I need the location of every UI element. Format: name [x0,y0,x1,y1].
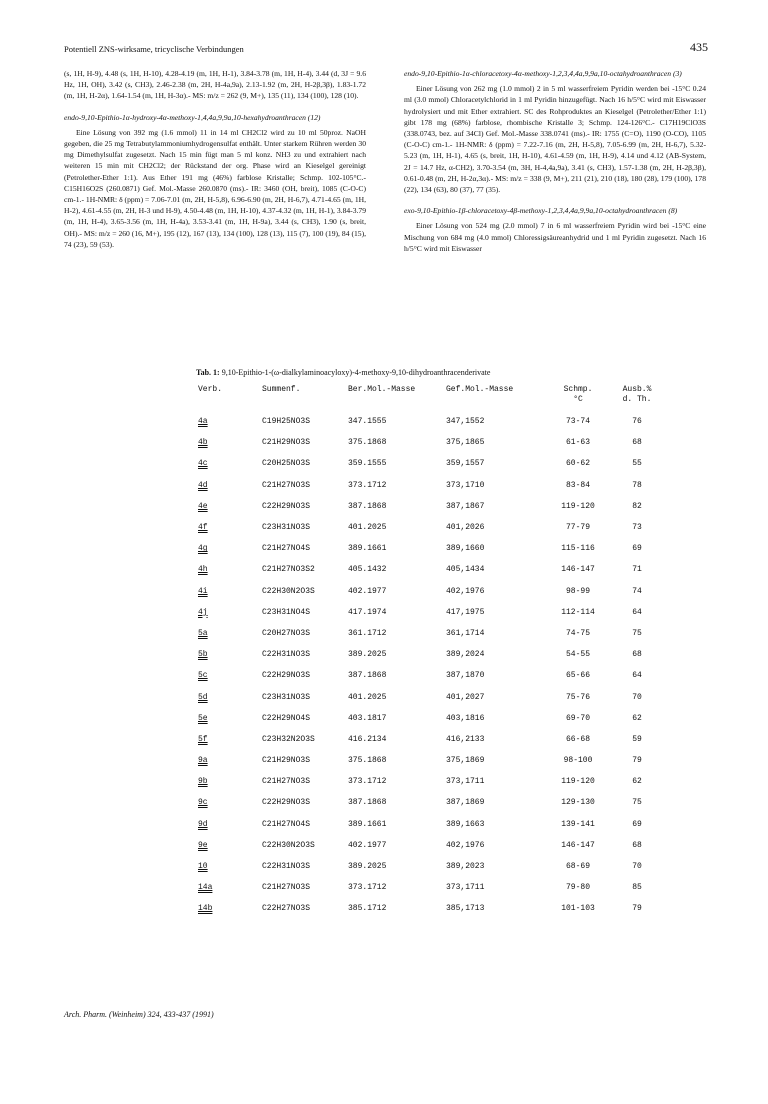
cell-formula: C21H27NO4S [262,544,311,554]
cell-found-mass: 389,1660 [446,544,485,554]
cell-melting-point: 66-68 [565,734,590,744]
table-row [190,496,690,517]
cell-calc-mass: 373.1712 [348,777,387,787]
cell-formula: C20H27NO3S [262,628,311,638]
cell-melting-point: 54-55 [565,650,590,660]
cell-melting-point: 112-114 [561,607,595,617]
paragraph: (s, 1H, H-9), 4.48 (s, 1H, H-10), 4.28-4.19 (m, 1H, H-1), 3.84-3.78 (m, 1H, H-4), 3.44 (d, 3J = 9.6 Hz, 1H, OH), 3.42 (s, CH3), 2.46-2.38 (m, 2H, H-4a,9a), 2.13-1.92 (m, 2H, H-2β,3β), 1.83-1.72 (m, 1H, H-2α), 1.64-1.54 (m, 1H, H-3α).- MS: m/z = 262 (9, M+), 135 (11), 134 (100), 128 (10). [64,69,366,101]
table-row [190,814,690,835]
cell-melting-point: 74-75 [565,628,590,638]
cell-verb: 14b [198,904,213,914]
cell-yield: 76 [632,417,642,427]
table-row [190,517,690,538]
cell-yield: 62 [632,777,642,787]
cell-yield: 85 [632,883,642,893]
cell-found-mass: 389,2024 [446,650,485,660]
cell-formula: C23H31NO3S [262,692,311,702]
cell-verb: 9d [198,819,208,829]
table-row [190,538,690,559]
cell-formula: C21H27NO4S [262,819,311,829]
data-table [190,368,690,920]
cell-calc-mass: 373.1712 [348,883,387,893]
cell-found-mass: 373,1711 [446,883,485,893]
cell-calc-mass: 387.1868 [348,671,387,681]
table-header-row [190,385,690,411]
cell-verb: 4i [198,586,208,596]
table-caption [196,368,690,377]
cell-formula: C22H29NO3S [262,798,311,808]
header-yield: Ausb.% d. Th. [622,385,652,404]
cell-formula: C21H27NO3S [262,883,311,893]
cell-calc-mass: 387.1868 [348,798,387,808]
cell-verb: 4a [198,417,208,427]
cell-formula: C22H31NO3S [262,650,311,660]
cell-formula: C23H32N2O3S [262,734,315,744]
cell-calc-mass: 389.2025 [348,862,387,872]
cell-verb: 4d [198,480,208,490]
cell-yield: 82 [632,501,642,511]
cell-yield: 68 [632,650,642,660]
cell-found-mass: 401,2026 [446,523,485,533]
cell-calc-mass: 347.1555 [348,417,387,427]
paragraph: Eine Lösung von 392 mg (1.6 mmol) 11 in 14 ml CH2Cl2 wird zu 10 ml 50proz. NaOH gegeben, die 25 mg Tetrabutylammoniumhydrogensulfat enthält. Unter starkem Rühren werden 30 mg Dimethylsulfat zugesetzt. Nach 15 min fügt man 5 ml konz. NH3 zu und extrahiert nach weiteren 15 min mit CH2Cl2; der Rückstand der org. Phase wird an Kieselgel gereinigt (Petrolether-Ether 1:1). Aus Ether 191 mg (46%) farblose Kristalle; Schmp. 102-105°C.- C15H16O2S (260.0871) Gef. Mol.-Masse 260.0870 (ms).- IR: 3460 (OH, breit), 1085 (C-O-C) cm-1.- 1H-NMR: δ (ppm) = 7.06-7.01 (m, 2H, H-5,8), 6.96-6.90 (m, 2H, H-6,7), 4.71-4.65 (m, 1H, H-2), 4.61-4.55 (m, 2H, H-3 und H-9), 4.50-4.48 (m, 1H, H-10), 4.37-4.32 (m, 1H, H-1), 3.84-3.79 (m, 1H, H-4), 3.65-3.56 (m, 1H, H-4a), 3.53-3.41 (m, 1H, H-9a), 3.44 (s, CH3), 1.90 (s, breit, OH).- MS: m/z = 260 (16, M+), 195 (12), 167 (13), 134 (100), 128 (13), 115 (7), 100 (19), 84 (15), 74 (23), 59 (53). [64,127,366,249]
table-row [190,856,690,877]
cell-yield: 55 [632,459,642,469]
cell-verb: 14a [198,883,213,893]
table-row [190,792,690,813]
cell-calc-mass: 389.1661 [348,544,387,554]
cell-found-mass: 373,1710 [446,480,485,490]
paragraph: Einer Lösung von 524 mg (2.0 mmol) 7 in 6 ml wasserfreiem Pyridin wird bei -15°C eine Mischung von 684 mg (4.0 mmol) Chloressigsäureanhydrid und 1 ml Pyridin zugesetzt. Nach 16 h/5°C wird mit Eiswasser [404,221,706,253]
cell-melting-point: 98-99 [565,586,590,596]
cell-formula: C19H25NO3S [262,417,311,427]
table-row [190,750,690,771]
header-melting-point: Schmp. °C [563,385,593,404]
cell-verb: 5a [198,628,208,638]
cell-found-mass: 401,2027 [446,692,485,702]
cell-formula: C20H25NO3S [262,459,311,469]
table-caption-text: 9,10-Epithio-1-(ω-dialkylaminoacyloxy)-4-methoxy-9,10-dihydroanthracenderivate [219,368,491,377]
cell-melting-point: 146-147 [561,840,595,850]
cell-verb: 4h [198,565,208,575]
table-row [190,877,690,898]
cell-calc-mass: 416.2134 [348,734,387,744]
cell-yield: 70 [632,862,642,872]
table-row [190,581,690,602]
cell-yield: 75 [632,628,642,638]
cell-verb: 4g [198,544,208,554]
cell-calc-mass: 389.2025 [348,650,387,660]
cell-formula: C21H27NO3S2 [262,565,315,575]
cell-formula: C22H29NO3S [262,501,311,511]
cell-formula: C22H31NO3S [262,862,311,872]
table-row [190,475,690,496]
table-row [190,453,690,474]
table-row [190,602,690,623]
cell-calc-mass: 385.1712 [348,904,387,914]
cell-found-mass: 389,2023 [446,862,485,872]
cell-verb: 9c [198,798,208,808]
cell-found-mass: 375,1869 [446,756,485,766]
cell-found-mass: 387,1870 [446,671,485,681]
cell-calc-mass: 402.1977 [348,586,387,596]
cell-verb: 5b [198,650,208,660]
cell-melting-point: 75-76 [565,692,590,702]
compound-heading: endo-9,10-Epithio-1α-hydroxy-4α-methoxy-1,4,4a,9,9a,10-hexahydroanthracen (12) [64,112,321,122]
cell-melting-point: 65-66 [565,671,590,681]
cell-calc-mass: 401.2025 [348,523,387,533]
cell-found-mass: 375,1865 [446,438,485,448]
compound-heading: endo-9,10-Epithio-1α-chloracetoxy-4α-methoxy-1,2,3,4,4a,9,9a,10-octahydroanthracen (3) [404,69,682,78]
cell-melting-point: 146-147 [561,565,595,575]
cell-verb: 5f [198,734,208,744]
page-number: 435 [690,40,708,54]
cell-melting-point: 73-74 [565,417,590,427]
cell-yield: 75 [632,798,642,808]
cell-yield: 79 [632,904,642,914]
cell-verb: 4j [198,607,208,617]
cell-formula: C22H30N2O3S [262,586,315,596]
cell-calc-mass: 359.1555 [348,459,387,469]
cell-found-mass: 359,1557 [446,459,485,469]
cell-found-mass: 387,1867 [446,501,485,511]
cell-formula: C21H29NO3S [262,438,311,448]
cell-melting-point: 119-120 [561,501,595,511]
table-caption-label: Tab. 1: [196,368,220,377]
footer-citation: Arch. Pharm. (Weinheim) 324, 433-437 (1991) [64,1010,214,1019]
cell-verb: 9e [198,840,208,850]
cell-formula: C21H29NO3S [262,756,311,766]
header-calc-mass: Ber.Mol.-Masse [348,385,416,394]
table-row [190,644,690,665]
compound-heading: exo-9,10-Epithio-1β-chloracetoxy-4β-methoxy-1,2,3,4,4a,9,9a,10-octahydroanthracen (8) [404,206,678,216]
cell-found-mass: 405,1434 [446,565,485,575]
table-row [190,432,690,453]
cell-formula: C22H30N2O3S [262,840,315,850]
cell-melting-point: 79-80 [565,883,590,893]
cell-found-mass: 416,2133 [446,734,485,744]
cell-found-mass: 385,1713 [446,904,485,914]
cell-melting-point: 69-70 [565,713,590,723]
cell-yield: 71 [632,565,642,575]
cell-yield: 64 [632,607,642,617]
header-formula: Summenf. [262,385,301,394]
table-row [190,686,690,707]
table-row [190,559,690,580]
header-found-mass: Gef.Mol.-Masse [446,385,514,394]
cell-verb: 4f [198,523,208,533]
cell-calc-mass: 402.1977 [348,840,387,850]
cell-verb: 10 [198,862,208,872]
cell-yield: 59 [632,734,642,744]
cell-yield: 68 [632,438,642,448]
page-header [64,40,708,58]
cell-calc-mass: 401.2025 [348,692,387,702]
cell-verb: 5e [198,713,208,723]
running-title: Potentiell ZNS-wirksame, tricyclische Verbindungen [64,44,244,54]
cell-yield: 64 [632,671,642,681]
cell-calc-mass: 417.1974 [348,607,387,617]
cell-verb: 5d [198,692,208,702]
cell-formula: C21H27NO3S [262,777,311,787]
left-column [64,68,366,250]
cell-verb: 9a [198,756,208,766]
right-column [404,68,706,254]
cell-melting-point: 60-62 [565,459,590,469]
cell-melting-point: 101-103 [561,904,595,914]
cell-melting-point: 119-120 [561,777,595,787]
cell-calc-mass: 373.1712 [348,480,387,490]
cell-melting-point: 68-69 [565,862,590,872]
table-row [190,708,690,729]
cell-melting-point: 129-130 [561,798,595,808]
cell-formula: C22H29NO3S [262,671,311,681]
cell-calc-mass: 375.1868 [348,756,387,766]
table-row [190,665,690,686]
cell-verb: 4e [198,501,208,511]
cell-melting-point: 115-116 [561,544,595,554]
cell-formula: C21H27NO3S [262,480,311,490]
table-body [190,385,690,920]
cell-yield: 62 [632,713,642,723]
cell-found-mass: 403,1816 [446,713,485,723]
cell-found-mass: 417,1975 [446,607,485,617]
cell-calc-mass: 361.1712 [348,628,387,638]
table-row [190,411,690,432]
cell-found-mass: 402,1976 [446,840,485,850]
table-row [190,898,690,919]
cell-calc-mass: 405.1432 [348,565,387,575]
cell-formula: C23H31NO3S [262,523,311,533]
table-row [190,771,690,792]
header-verb: Verb. [198,385,223,394]
cell-verb: 9b [198,777,208,787]
cell-formula: C22H27NO3S [262,904,311,914]
cell-found-mass: 389,1663 [446,819,485,829]
cell-found-mass: 361,1714 [446,628,485,638]
table-row [190,835,690,856]
cell-found-mass: 387,1869 [446,798,485,808]
cell-formula: C22H29NO4S [262,713,311,723]
cell-yield: 68 [632,840,642,850]
cell-found-mass: 373,1711 [446,777,485,787]
cell-yield: 69 [632,544,642,554]
cell-calc-mass: 403.1817 [348,713,387,723]
cell-formula: C23H31NO4S [262,607,311,617]
cell-yield: 79 [632,756,642,766]
table-rows [190,411,690,920]
cell-yield: 74 [632,586,642,596]
cell-found-mass: 402,1976 [446,586,485,596]
cell-melting-point: 83-84 [565,480,590,490]
table-row [190,729,690,750]
cell-melting-point: 98-100 [563,756,593,766]
cell-calc-mass: 389.1661 [348,819,387,829]
cell-yield: 70 [632,692,642,702]
cell-verb: 4c [198,459,208,469]
cell-melting-point: 139-141 [561,819,595,829]
cell-yield: 69 [632,819,642,829]
cell-calc-mass: 387.1868 [348,501,387,511]
cell-yield: 78 [632,480,642,490]
cell-verb: 5c [198,671,208,681]
paragraph: Einer Lösung von 262 mg (1.0 mmol) 2 in 5 ml wasserfreiem Pyridin werden bei -15°C 0.24 ml (3.0 mmol) Chloracetylchlorid in 1 ml Pyridin hinzugefügt. Nach 16 h/5°C wird mit Eiswasser hydrolysiert und mit Ether extrahiert. SC des Rohproduktes an Kieselgel (Petrolether/Ether 1:1) gibt 178 mg (68%) farblose, rhombische Kristalle 3; Schmp. 124-126°C.- C17H19ClO3S (338.0743, bez. auf 34Cl) Gef. Mol.-Masse 338.0741 (ms).- IR: 1755 (C=O), 1190 (O-CO), 1105 (C-O-C) cm-1.- 1H-NMR: δ (ppm) = 7.22-7.16 (m, 2H, H-5,8), 7.05-6.99 (m, 2H, H-6,7), 5.32-5.23 (m, 1H, H-1), 4.65 (s, breit, 1H, H-10), 4.61-4.59 (m, 1H, H-9), 4.14 und 4.12 (AB-System, 2J = 14.7 Hz, α-CH2), 3.70-3.54 (m, 3H, H-4,4a,9a), 3.41 (s, CH3), 1.57-1.38 (m, 2H, H-2β,3β), 0.61-0.48 (m, 2H, H-2α,3α).- MS: m/z = 338 (9, M+), 211 (21), 210 (18), 180 (28), 179 (100), 178 (22), 134 (63), 80 (37), 77 (35). [404,84,706,195]
cell-yield: 73 [632,523,642,533]
cell-melting-point: 61-63 [565,438,590,448]
cell-verb: 4b [198,438,208,448]
cell-found-mass: 347,1552 [446,417,485,427]
cell-melting-point: 77-79 [565,523,590,533]
cell-calc-mass: 375.1868 [348,438,387,448]
table-row [190,623,690,644]
